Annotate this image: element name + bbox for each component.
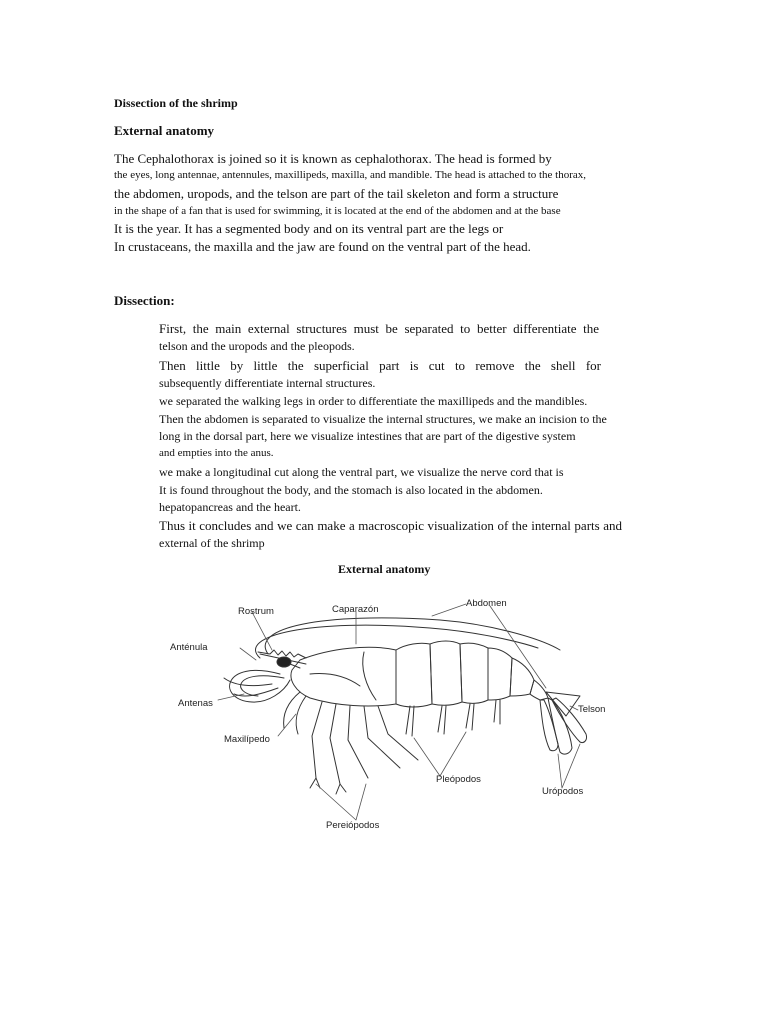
abdomen-segment — [488, 648, 512, 700]
step-line: long in the dorsal part, here we visualize intestines that are part of the digestive system — [159, 429, 576, 443]
step-line: hepatopancreas and the heart. — [159, 500, 301, 514]
abdomen-segment — [460, 643, 488, 703]
eye — [277, 657, 291, 667]
step-line: Then little by little the superficial part is cut to remove the shell for — [159, 358, 601, 373]
antennule — [230, 670, 290, 702]
maxilliped — [296, 696, 306, 734]
carapace-groove — [310, 674, 360, 687]
step-line: Then the abdomen is separated to visualize the internal structures, we make an incision to the — [159, 412, 607, 426]
step-line: and empties into the anus. — [159, 447, 274, 459]
label-antennule: Anténula — [170, 642, 208, 653]
document-title: Dissection of the shrimp — [114, 96, 238, 110]
step-line: we separated the walking legs in order to differentiate the maxillipeds and the mandibles. — [159, 394, 588, 408]
label-rostrum: Rostrum — [238, 606, 274, 617]
label-uropods: Urópodos — [542, 786, 584, 797]
eye-stalk — [290, 664, 300, 668]
intro-line: in the shape of a fan that is used for swimming, it is located at the end of the abdomen and at the base — [114, 205, 561, 217]
label-maxilliped: Maxilípedo — [224, 734, 270, 745]
pereiopod — [330, 704, 340, 784]
step-line: subsequently differentiate internal structures. — [159, 376, 376, 390]
pereiopod — [312, 702, 322, 778]
pleopod — [406, 706, 414, 736]
antenna-long — [255, 625, 538, 658]
step-line: we make a longitudinal cut along the ventral part, we visualize the nerve cord that is — [159, 465, 564, 479]
carapace-groove — [363, 652, 376, 700]
label-carapace: Caparazón — [332, 604, 379, 615]
antenna-lower — [224, 678, 272, 686]
abdomen-segment — [396, 643, 432, 707]
intro-line: In crustaceans, the maxilla and the jaw are found on the ventral part of the head. — [114, 239, 531, 254]
intro-line: The Cephalothorax is joined so it is known as cephalothorax. The head is formed by — [114, 151, 552, 166]
step-line: external of the shrimp — [159, 536, 265, 550]
label-pereiopods: Pereiópodos — [326, 820, 380, 831]
label-antennae: Antenas — [178, 698, 213, 709]
carapace — [291, 647, 396, 706]
uropod — [548, 698, 572, 754]
abdomen-segment — [510, 658, 534, 696]
uropod — [540, 700, 558, 751]
step-line: First, the main external structures must be separated to better differentiate the — [159, 321, 599, 336]
step-line: Thus it concludes and we can make a macroscopic visualization of the internal parts and — [159, 518, 622, 533]
abdomen-segment — [530, 680, 548, 700]
intro-line: the eyes, long antennae, antennules, maxillipeds, maxilla, and mandible. The head is attached to the thorax, — [114, 169, 587, 181]
shrimp-anatomy-diagram — [160, 588, 620, 833]
intro-line: It is the year. It has a segmented body and on its ventral part are the legs or — [114, 221, 504, 236]
dissection-heading: Dissection: — [114, 293, 175, 308]
external-anatomy-heading: External anatomy — [114, 123, 215, 138]
abdomen-segment — [430, 641, 462, 705]
label-abdomen: Abdomen — [466, 598, 507, 609]
pereiopod — [364, 706, 400, 768]
figure-caption: External anatomy — [338, 562, 431, 576]
pereiopod-claw — [310, 778, 346, 794]
pleopod — [438, 706, 446, 734]
maxilliped — [284, 692, 300, 728]
label-telson: Telson — [578, 704, 606, 715]
pleopod — [466, 704, 474, 730]
intro-line: the abdomen, uropods, and the telson are part of the tail skeleton and form a structure — [114, 186, 559, 201]
antenna-long — [265, 618, 560, 654]
label-pleopods: Pleópodos — [436, 774, 481, 785]
step-line: telson and the uropods and the pleopods. — [159, 339, 355, 353]
step-line: It is found throughout the body, and the stomach is also located in the abdomen. — [159, 483, 543, 497]
pleopod — [494, 700, 500, 724]
